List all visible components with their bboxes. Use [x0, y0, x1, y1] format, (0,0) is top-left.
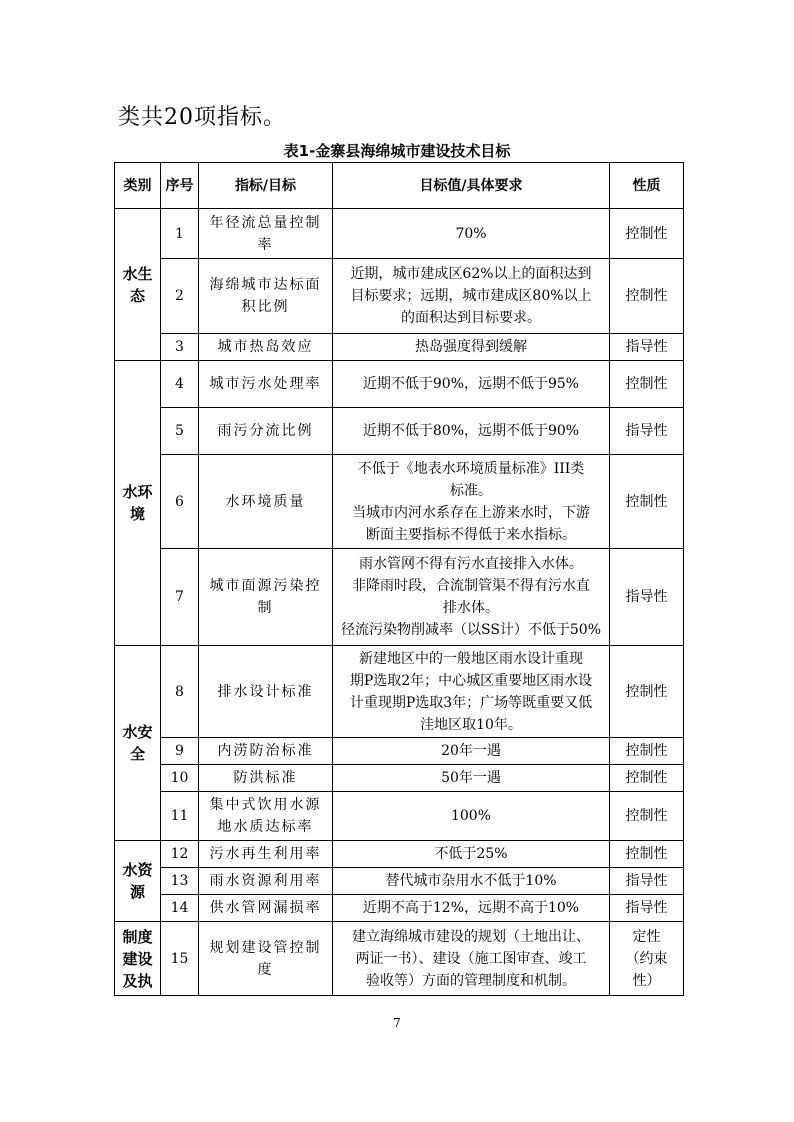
table-row — [115, 765, 684, 792]
nature-cell — [610, 646, 684, 738]
nature-cell — [610, 259, 684, 334]
requirement-cell — [333, 259, 610, 334]
indicator-cell: 污水再生利用率 — [199, 841, 333, 868]
category-cell: 水安 全 — [115, 646, 161, 841]
requirement-cell — [333, 209, 610, 259]
nature-line: 控制性 — [625, 770, 668, 786]
seq-cell: 12 — [161, 841, 199, 868]
seq-cell: 13 — [161, 868, 199, 895]
requirement-line: 近期不低于80%，远期不低于90% — [362, 423, 580, 439]
indicator-cell: 内涝防治标准 — [199, 738, 333, 765]
requirement-line: 排水体。 — [443, 600, 499, 616]
indicator-cell: 城市污水处理率 — [199, 361, 333, 408]
requirement-line: 近期不高于12%，远期不高于10% — [362, 900, 580, 916]
requirement-cell — [333, 361, 610, 408]
nature-cell — [610, 792, 684, 841]
requirement-cell — [333, 738, 610, 765]
requirement-line: 热岛强度得到缓解 — [415, 339, 527, 355]
requirement-line: 的面积达到目标要求。 — [401, 310, 541, 326]
requirement-cell — [333, 895, 610, 922]
page-number: 7 — [393, 1016, 401, 1030]
table-body — [115, 209, 684, 996]
table-header-row — [115, 163, 684, 209]
requirement-line: 新建地区中的一般地区雨水设计重现 — [359, 650, 583, 667]
requirement-line: 计重现期P选取3年；广场等既重要又低 — [349, 694, 593, 711]
seq-cell: 9 — [161, 738, 199, 765]
table-row — [115, 738, 684, 765]
category-cell: 水资 源 — [115, 841, 161, 922]
nature-cell — [610, 868, 684, 895]
indicator-cell: 排水设计标准 — [199, 646, 333, 738]
requirement-line: 非降雨时段，合流制管渠不得有污水直 — [352, 578, 590, 594]
requirement-cell — [333, 408, 610, 455]
seq-cell: 15 — [161, 922, 199, 996]
requirement-line: 近期不低于90%，远期不低于95% — [362, 376, 580, 392]
seq-cell: 1 — [161, 209, 199, 259]
indicator-cell: 城市热岛效应 — [199, 334, 333, 361]
requirement-cell — [333, 646, 610, 738]
nature-line: （约束 — [625, 950, 668, 967]
header-indicator: 指标/目标 — [199, 163, 333, 209]
table-caption: 表1-金寨县海绵城市建设技术目标 — [283, 142, 511, 160]
indicator-cell: 集中式饮用水源地水质达标率 — [199, 792, 333, 841]
requirement-cell — [333, 765, 610, 792]
requirement-line: 两证一书）、建设（施工图审查、竣工 — [355, 950, 587, 967]
header-seq: 序号 — [161, 163, 199, 209]
seq-cell: 2 — [161, 259, 199, 334]
seq-cell: 3 — [161, 334, 199, 361]
table-row — [115, 408, 684, 455]
nature-line: 指导性 — [625, 900, 668, 916]
requirement-line: 建立海绵城市建设的规划（土地出让、 — [352, 928, 590, 945]
nature-line: 指导性 — [625, 423, 668, 439]
nature-cell — [610, 361, 684, 408]
table-row — [115, 922, 684, 996]
nature-cell — [610, 549, 684, 646]
nature-cell — [610, 455, 684, 549]
requirement-line: 断面主要指标不得低于来水指标。 — [366, 526, 576, 543]
indicator-cell: 防洪标准 — [199, 765, 333, 792]
table-row — [115, 868, 684, 895]
category-cell: 制度 建设 及执 — [115, 922, 161, 996]
nature-line: 控制性 — [625, 683, 668, 700]
requirement-line: 雨水管网不得有污水直接排入水体。 — [359, 556, 583, 572]
requirement-line: 20年一遇 — [441, 743, 501, 759]
header-nature: 性质 — [610, 163, 684, 209]
requirement-line: 50年一遇 — [441, 770, 501, 786]
nature-line: 控制性 — [625, 288, 668, 304]
nature-cell — [610, 334, 684, 361]
seq-cell: 10 — [161, 765, 199, 792]
intro-text: 类共20项指标。 — [118, 105, 286, 130]
seq-cell: 8 — [161, 646, 199, 738]
requirement-line: 标准。 — [450, 482, 492, 499]
nature-cell — [610, 895, 684, 922]
requirement-line: 洼地区取10年。 — [420, 716, 522, 733]
seq-cell: 14 — [161, 895, 199, 922]
indicator-cell: 海绵城市达标面积比例 — [199, 259, 333, 334]
requirement-cell — [333, 455, 610, 549]
requirement-line: 目标要求；远期，城市建成区80%以上 — [350, 288, 592, 304]
category-cell: 水环 境 — [115, 361, 161, 646]
requirement-line: 替代城市杂用水不低于10% — [385, 873, 557, 889]
requirement-line: 不低于25% — [434, 846, 508, 862]
indicator-cell: 供水管网漏损率 — [199, 895, 333, 922]
category-cell: 水生 态 — [115, 209, 161, 361]
nature-line: 控制性 — [625, 493, 668, 510]
requirement-cell — [333, 922, 610, 996]
seq-cell: 5 — [161, 408, 199, 455]
nature-line: 控制性 — [625, 225, 668, 242]
nature-line: 控制性 — [625, 743, 668, 759]
requirement-line: 当城市内河水系存在上游来水时，下游 — [352, 504, 590, 521]
table-row — [115, 334, 684, 361]
table-row — [115, 841, 684, 868]
requirement-cell — [333, 841, 610, 868]
nature-line: 指导性 — [625, 589, 668, 605]
nature-line: 定性 — [632, 928, 661, 945]
indicator-cell: 水环境质量 — [199, 455, 333, 549]
indicator-cell: 城市面源污染控制 — [199, 549, 333, 646]
nature-line: 控制性 — [625, 808, 668, 824]
requirement-line: 100% — [450, 808, 492, 824]
seq-cell: 11 — [161, 792, 199, 841]
table-row — [115, 455, 684, 549]
requirement-line: 近期，城市建成区62%以上的面积达到 — [350, 266, 592, 282]
table-row — [115, 361, 684, 408]
indicator-cell: 雨污分流比例 — [199, 408, 333, 455]
table-row — [115, 792, 684, 841]
seq-cell: 6 — [161, 455, 199, 549]
header-requirement: 目标值/具体要求 — [333, 163, 610, 209]
table-row — [115, 895, 684, 922]
requirement-line: 不低于《地表水环境质量标准》III类 — [357, 460, 585, 477]
table-row — [115, 259, 684, 334]
requirement-line: 期P选取2年；中心城区重要地区雨水设 — [349, 672, 593, 689]
requirement-cell — [333, 868, 610, 895]
nature-line: 指导性 — [625, 339, 668, 355]
requirement-line: 径流污染物削减率（以SS计）不低于50% — [340, 622, 602, 638]
table-row — [115, 549, 684, 646]
requirement-cell — [333, 334, 610, 361]
requirement-cell — [333, 792, 610, 841]
nature-line: 指导性 — [625, 873, 668, 889]
requirement-line: 验收等）方面的管理制度和机制。 — [366, 972, 576, 989]
header-category: 类别 — [115, 163, 161, 209]
indicator-cell: 规划建设管控制度 — [199, 922, 333, 996]
table-row — [115, 209, 684, 259]
nature-line: 控制性 — [625, 846, 668, 862]
seq-cell: 4 — [161, 361, 199, 408]
requirement-cell — [333, 549, 610, 646]
nature-cell — [610, 922, 684, 996]
seq-cell: 7 — [161, 549, 199, 646]
nature-cell — [610, 209, 684, 259]
nature-cell — [610, 408, 684, 455]
nature-cell — [610, 841, 684, 868]
nature-cell — [610, 765, 684, 792]
targets-table — [114, 162, 684, 996]
nature-line: 性） — [632, 972, 661, 989]
indicator-cell: 雨水资源利用率 — [199, 868, 333, 895]
requirement-line: 70% — [455, 225, 487, 242]
nature-line: 控制性 — [625, 376, 668, 392]
indicator-cell: 年径流总量控制率 — [199, 209, 333, 259]
nature-cell — [610, 738, 684, 765]
table-row — [115, 646, 684, 738]
